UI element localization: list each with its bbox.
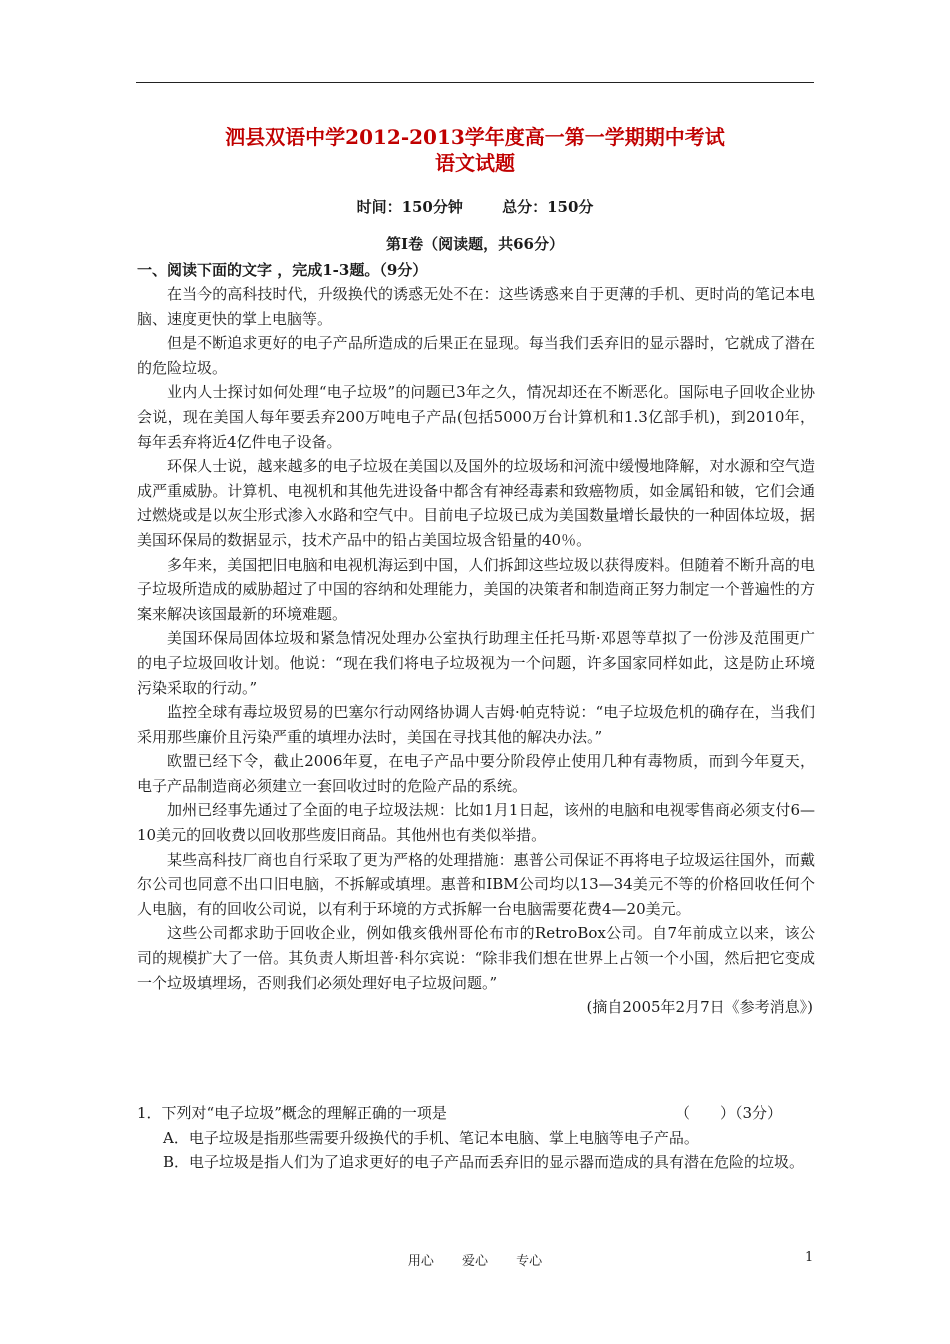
passage-paragraph: 这些公司都求助于回收企业，例如俄亥俄州哥伦布市的RetroBox公司。自7年前成立以来，该公司的规模扩大了一倍。其负责人斯坦普·科尔宾说：“除非我们想在世界上占领一个小国，然后把它变成一个垃圾填埋场，否则我们必须处理好电子垃圾问题。” (137, 924, 815, 992)
option-b: B．电子垃圾是指人们为了追求更好的电子产品而丢弃旧的显示器而造成的具有潜在危险的垃圾。 (163, 1153, 805, 1172)
passage-paragraph: 业内人士探讨如何处理“电子垃圾”的问题已3年之久，情况却还在不断恶化。国际电子回收企业协会说，现在美国人每年要丢弃200万吨电子产品(包括5000万台计算机和1.3亿部手机)，到2010年，每年丢弃将近4亿件电子设备。 (137, 383, 815, 451)
question-stem-text: 1．下列对“电子垃圾”概念的理解正确的一项是 (137, 1104, 447, 1122)
passage-paragraph: 加州已经事先通过了全面的电子垃圾法规：比如1月1日起，该州的电脑和电视零售商必须支付6—10美元的回收费以回收那些废旧商品。其他州也有类似举措。 (137, 801, 815, 845)
exam-meta (0, 196, 950, 217)
passage-paragraph: 多年来，美国把旧电脑和电视机海运到中国，人们拆卸这些垃圾以获得废料。但随着不断升高的电子垃圾所造成的威胁超过了中国的容纳和处理能力，美国的决策者和制造商正努力制定一个普遍性的方案来解决该国最新的环境难题。 (137, 555, 815, 623)
exam-total-score: 总分：150分 (502, 198, 594, 216)
part-heading: 第Ⅰ卷（阅读题，共66分） (386, 235, 564, 253)
footer-word: 用心 (407, 1254, 434, 1269)
footer-word: 爱心 (461, 1254, 488, 1269)
page-number: 1 (805, 1250, 814, 1265)
option-a: A．电子垃圾是指那些需要升级换代的手机、笔记本电脑、掌上电脑等电子产品。 (163, 1128, 699, 1147)
section-heading: 一、阅读下面的文字 ，完成1-3题。（9分） (137, 261, 428, 279)
answer-blank: （ ）（3分） (675, 1104, 783, 1122)
reading-passage (137, 282, 815, 1020)
passage-paragraph: 在当今的高科技时代，升级换代的诱惑无处不在：这些诱惑来自于更薄的手机、更时尚的笔记本电脑、速度更快的掌上电脑等。 (137, 285, 815, 328)
passage-paragraph: 美国环保局固体垃圾和紧急情况处理办公室执行助理主任托马斯·邓恩等草拟了一份涉及范围更广的电子垃圾回收计划。他说：“现在我们将电子垃圾视为一个问题，许多国家同样如此，这是防止环境污染采取的行动。” (137, 629, 815, 697)
passage-paragraph: 环保人士说，越来越多的电子垃圾在美国以及国外的垃圾场和河流中缓慢地降解，对水源和空气造成严重威胁。计算机、电视机和其他先进设备中都含有神经毒素和致癌物质，如金属铅和铍，它们会通过燃烧或是以灰尘形式渗入水路和空气中。目前电子垃圾已成为美国数量增长最快的一种固体垃圾，据美国环保局的数据显示，技术产品中的铅占美国垃圾含铅量的40％。 (137, 457, 815, 549)
passage-source: (摘自2005年2月7日《参考消息》) (586, 998, 813, 1017)
passage-paragraph: 欧盟已经下令，截止2006年夏，在电子产品中要分阶段停止使用几种有毒物质，而到今年夏天，电子产品制造商必须建立一套回收过时的危险产品的系统。 (137, 752, 815, 795)
question-1 (137, 1101, 815, 1175)
exam-subtitle: 语文试题 (435, 151, 515, 175)
question-stem (137, 1101, 815, 1126)
header-rule (136, 82, 814, 83)
footer-word: 专心 (516, 1254, 543, 1269)
passage-paragraph: 某些高科技厂商也自行采取了更为严格的处理措施：惠普公司保证不再将电子垃圾运往国外，而戴尔公司也同意不出口旧电脑，不拆解或填埋。惠普和IBM公司均以13—34美元不等的价格回收任何个人电脑，有的回收公司说，以有利于环境的方式拆解一台电脑需要花费4—20美元。 (137, 850, 815, 918)
passage-paragraph: 但是不断追求更好的电子产品所造成的后果正在显现。每当我们丢弃旧的显示器时，它就成了潜在的危险垃圾。 (137, 334, 815, 377)
passage-paragraph: 监控全球有毒垃圾贸易的巴塞尔行动网络协调人吉姆·帕克特说：“电子垃圾危机的确存在，当我们采用那些廉价且污染严重的填埋办法时，美国在寻找其他的解决办法。” (137, 703, 815, 746)
exam-title: 泗县双语中学2012-2013学年度高一第一学期期中考试 (225, 125, 725, 149)
exam-time: 时间：150分钟 (356, 198, 463, 216)
